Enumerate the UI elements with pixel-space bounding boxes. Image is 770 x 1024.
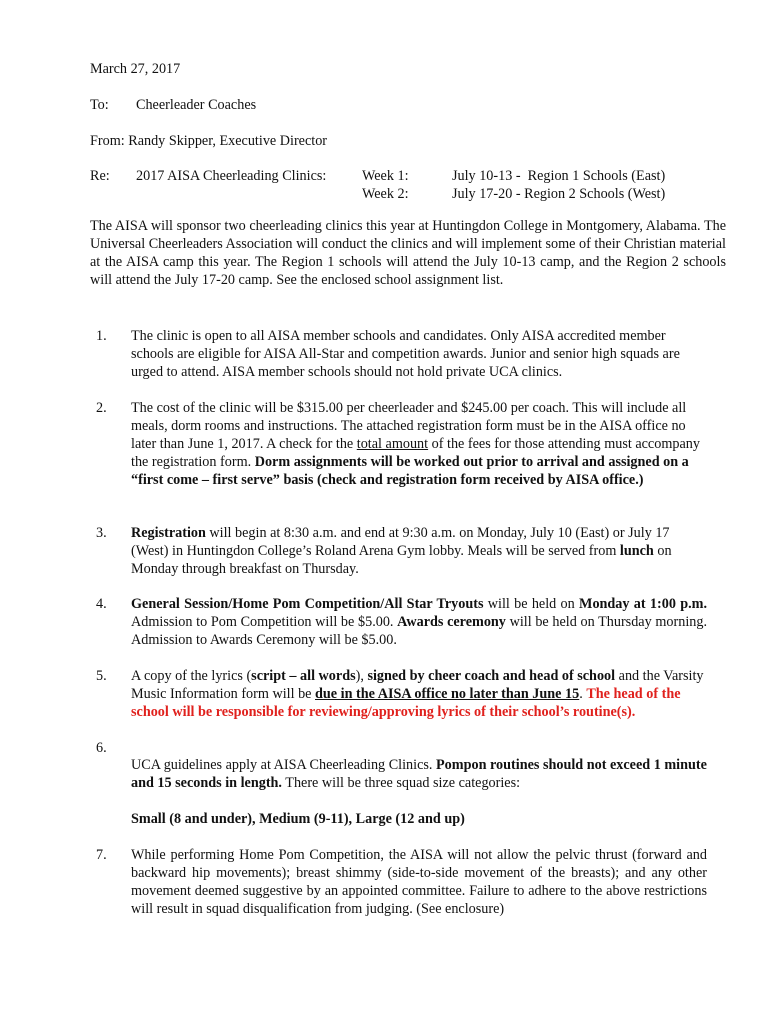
from-label: From: xyxy=(90,133,125,149)
re-week-2: Week 2: xyxy=(362,186,409,202)
item-4-part-1: will be held on xyxy=(483,596,580,612)
item-4-number: 4. xyxy=(96,596,107,612)
item-5-script-words: script – all words xyxy=(251,668,356,684)
re-label: Re: xyxy=(90,168,110,184)
item-5-red-notice: The head of the school will be responsible for reviewing/approving lyrics of their school’s routine(s). xyxy=(131,686,681,720)
re-week-1-region: - Region 1 Schools (East) xyxy=(512,168,666,184)
item-6-number: 6. xyxy=(96,740,107,756)
re-week-2-region: - Region 2 Schools (West) xyxy=(512,186,666,202)
item-6-part-1: UCA guidelines apply at AISA Cheerleading Clinics. xyxy=(131,757,436,773)
item-1-number: 1. xyxy=(96,328,107,344)
item-4-text xyxy=(131,595,707,649)
re-week-1-range: July 10-13 xyxy=(452,168,513,184)
item-6-part-2: There will be three squad size categories: xyxy=(281,775,521,791)
item-5-due-date: due in the AISA office no later than June 15 xyxy=(315,686,580,702)
item-5-part-2: ), xyxy=(355,668,368,684)
item-4-awards-ceremony: Awards ceremony xyxy=(397,614,506,630)
item-2-total-amount: total amount xyxy=(356,436,429,452)
item-1-text: The clinic is open to all AISA member schools and candidates. Only AISA accredited member schools are eligible for AISA All-Star and competition awards. Junior and senior high squads are urged to attend. AISA member schools should not hold private UCA clinics. xyxy=(131,328,680,380)
item-4-monday-time: Monday at 1:00 p.m. xyxy=(579,596,708,612)
intro-paragraph: The AISA will sponsor two cheerleading clinics this year at Huntingdon College in Montgomery, Alabama. The Universal Cheerleaders Association will conduct the clinics and will implement some of their Christian material at the AISA camp this year. The Region 1 schools will attend the July 10-13 camp, and the Region 2 schools will attend the July 17-20 camp. See the enclosed school assignment list. xyxy=(90,218,726,288)
item-2-part-2: of the fees for those attending must accompany the registration form. xyxy=(131,436,700,470)
item-5-number: 5. xyxy=(96,668,107,684)
item-2-dorm-note: Dorm assignments will be worked out prior to arrival and assigned on a “first come – first serve” basis (check and registration form received by AISA office.) xyxy=(131,454,689,488)
item-3-part-1: will begin at 8:30 a.m. and end at 9:30 a.m. on Monday, July 10 (East) or July 17 (West) in Huntingdon College’s Roland Arena Gym lobby. Meals will be served from xyxy=(131,525,670,559)
item-4-general-session: General Session/Home Pom Competition/All Star Tryouts xyxy=(131,596,484,612)
item-5-part-3: and the Varsity Music Information form will be xyxy=(131,668,704,702)
item-3-number: 3. xyxy=(96,525,107,541)
item-3-text xyxy=(131,524,707,578)
to-value: Cheerleader Coaches xyxy=(136,97,257,113)
item-5-text xyxy=(131,667,707,721)
memo-date: March 27, 2017 xyxy=(90,61,181,77)
item-2-part-1: The cost of the clinic will be $315.00 per cheerleader and $245.00 per coach. This will include all meals, dorm rooms and instructions. The attached registration form must be in the AISA office no later than June 1, 2017. A check for the xyxy=(131,400,687,452)
re-week-1: Week 1: xyxy=(362,168,409,184)
item-6-pompon-limit: Pompon routines should not exceed 1 minute and 15 seconds in length. xyxy=(131,757,707,791)
item-2-number: 2. xyxy=(96,400,107,416)
item-2-text xyxy=(131,399,707,489)
re-week-2-range: July 17-20 xyxy=(452,186,513,202)
re-week-1-dates xyxy=(452,167,665,185)
item-3-part-2: on Monday through breakfast on Thursday. xyxy=(131,543,672,577)
item-5-part-1: A copy of the lyrics ( xyxy=(131,668,252,684)
from-line xyxy=(90,132,327,150)
to-label: To: xyxy=(90,97,109,113)
item-5-part-4: . xyxy=(579,686,587,702)
item-5-signed-by: signed by cheer coach and head of school xyxy=(367,668,616,684)
item-6-squad-sizes xyxy=(131,810,707,828)
item-4-part-2: Admission to Pom Competition will be $5.00. xyxy=(131,614,398,630)
item-4-part-3: will be held on Thursday morning. Admission to Awards Ceremony will be $5.00. xyxy=(131,614,707,648)
item-6-text xyxy=(131,756,707,792)
item-7-number: 7. xyxy=(96,847,107,863)
item-3-registration: Registration xyxy=(131,525,206,541)
re-value: 2017 AISA Cheerleading Clinics: xyxy=(136,168,327,184)
item-7-text: While performing Home Pom Competition, the AISA will not allow the pelvic thrust (forward and backward hip movements); breast shimmy (side-to-side movement of the breasts); and any other movement deemed suggestive by an appointed committee. Failure to adhere to the above restrictions will result in squad disqualification from judging. (See enclosure) xyxy=(131,847,707,917)
re-week-2-dates xyxy=(452,185,665,203)
item-3-lunch: lunch xyxy=(619,543,654,559)
item-6-sizes-text: Small (8 and under), Medium (9-11), Large (12 and up) xyxy=(131,811,465,827)
from-value: Randy Skipper, Executive Director xyxy=(128,133,328,149)
